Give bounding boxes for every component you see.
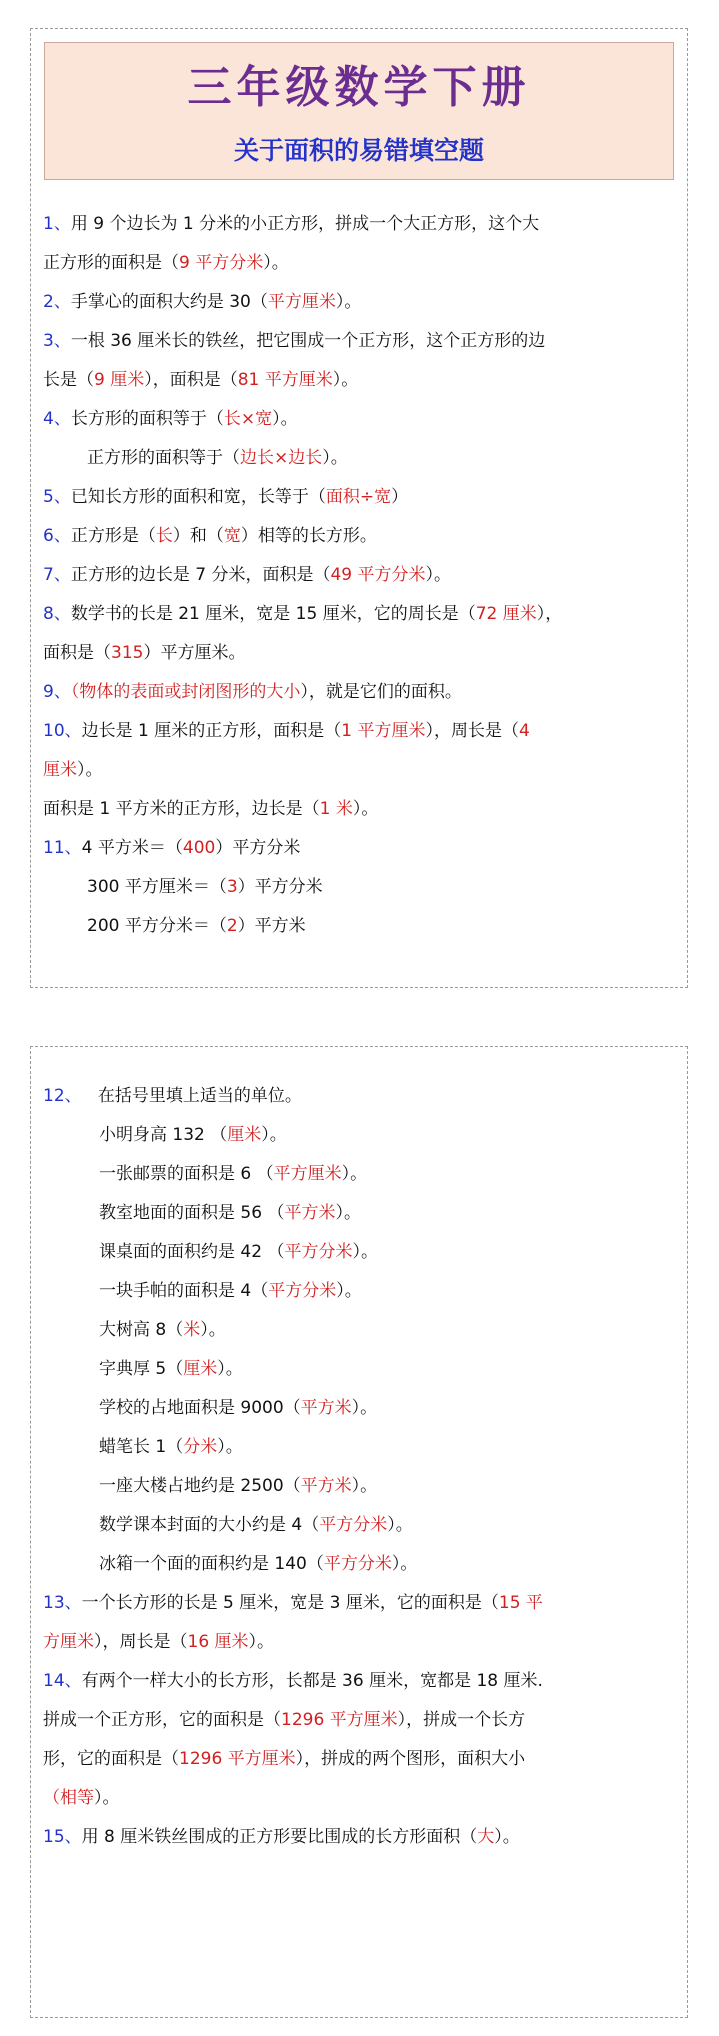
page-title: 三年级数学下册 (187, 62, 531, 113)
answer: 平方分米 (319, 1515, 388, 1535)
worksheet-card-1 (30, 28, 688, 988)
answer: 长 (155, 526, 173, 546)
question-12-item: 大树高 8（米）。 (99, 1320, 226, 1340)
answer: 面积÷宽 (325, 487, 392, 507)
question-1-line-2: 正方形的面积是（9 平方分米）。 (43, 253, 289, 273)
answer: 平方分米 (284, 1242, 353, 1262)
question-1: 1、用 9 个边长为 1 分米的小正方形，拼成一个大正方形，这个大 (43, 214, 540, 234)
answer: 4 (519, 721, 530, 741)
question-3-line-2: 长是（9 厘米），面积是（81 平方厘米）。 (43, 370, 359, 390)
question-6: 6、正方形是（长）和（宽）相等的长方形。 (43, 526, 377, 546)
answer: 平方分米 (268, 1281, 337, 1301)
answer: 边长×边长 (240, 448, 323, 468)
answer: 72 厘米 (475, 604, 537, 624)
question-12-item: 数学课本封面的大小约是 4（平方分米）。 (99, 1515, 413, 1535)
question-14-line-3: 形，它的面积是（1296 平方厘米），拼成的两个图形，面积大小 (43, 1749, 526, 1769)
question-12-item: 蜡笔长 1（分米）。 (99, 1437, 243, 1457)
answer: 9 平方分米 (179, 253, 264, 273)
answer: 米 (183, 1320, 201, 1340)
answer: 400 (182, 838, 216, 858)
answer: 平方分米 (323, 1554, 392, 1574)
answer: 平方厘米 (273, 1164, 342, 1184)
answer: 物体的表面或封闭图形的大小 (79, 682, 301, 702)
question-12-item: 教室地面的面积是 56 （平方米）。 (99, 1203, 361, 1223)
answer: 厘米 (183, 1359, 218, 1379)
answer: 1 米 (319, 799, 353, 819)
question-13-line-2: 方厘米），周长是（16 厘米）。 (43, 1632, 275, 1652)
question-12-item: 学校的占地面积是 9000（平方米）。 (99, 1398, 378, 1418)
answer: 81 平方厘米 (237, 370, 333, 390)
question-9: 9、（物体的表面或封闭图形的大小），就是它们的面积。 (43, 682, 462, 702)
answer: 3 (226, 877, 238, 897)
answer: 方厘米 (43, 1632, 94, 1652)
answer: 厘米 (43, 760, 77, 780)
worksheet-card-2 (30, 1046, 688, 2018)
answer: 15 平 (498, 1593, 543, 1613)
title-banner (44, 42, 674, 180)
question-14-line-4: （相等）。 (43, 1788, 120, 1808)
question-12: 12、 在括号里填上适当的单位。 (43, 1086, 302, 1106)
question-12-item: 一块手帕的面积是 4（平方分米）。 (99, 1281, 362, 1301)
question-12-item: 一座大楼占地约是 2500（平方米）。 (99, 1476, 378, 1496)
question-10-line-2: 厘米）。 (43, 760, 103, 780)
question-11: 11、4 平方米＝（400）平方分米 (43, 838, 301, 858)
question-12-item: 小明身高 132 （厘米）。 (99, 1125, 287, 1145)
answer: 1296 平方厘米 (179, 1749, 296, 1769)
question-10: 10、边长是 1 厘米的正方形，面积是（1 平方厘米），周长是（4 (43, 721, 530, 741)
answer: 平方米 (300, 1476, 352, 1496)
answer: 1296 平方厘米 (281, 1710, 398, 1730)
question-14: 14、有两个一样大小的长方形，长都是 36 厘米，宽都是 18 厘米. (43, 1671, 543, 1691)
question-12-item: 课桌面的面积约是 42 （平方分米）。 (99, 1242, 378, 1262)
answer: 9 厘米 (94, 370, 145, 390)
question-13: 13、一个长方形的长是 5 厘米，宽是 3 厘米，它的面积是（15 平 (43, 1593, 543, 1613)
question-14-line-2: 拼成一个正方形，它的面积是（1296 平方厘米），拼成一个长方 (43, 1710, 526, 1730)
answer: 分米 (183, 1437, 218, 1457)
answer: 1 平方厘米 (341, 721, 426, 741)
question-3: 3、一根 36 厘米长的铁丝，把它围成一个正方形，这个正方形的边 (43, 331, 546, 351)
question-8-line-2: 面积是（315）平方厘米。 (43, 643, 246, 663)
answer: 平方米 (300, 1398, 352, 1418)
questions-part-1 (43, 205, 679, 946)
answer: 宽 (223, 526, 241, 546)
question-15: 15、用 8 厘米铁丝围成的正方形要比围成的长方形面积（大）。 (43, 1827, 520, 1847)
question-2: 2、手掌心的面积大约是 30（平方厘米）。 (43, 292, 362, 312)
question-8: 8、数学书的长是 21 厘米，宽是 15 厘米，它的周长是（72 厘米）， (43, 604, 563, 624)
question-10-line-3: 面积是 1 平方米的正方形，边长是（1 米）。 (43, 799, 379, 819)
answer: 相等 (60, 1788, 94, 1808)
question-11-line-3: 200 平方分米＝（2）平方米 (87, 916, 306, 936)
answer: 平方厘米 (267, 292, 336, 312)
question-12-item: 一张邮票的面积是 6 （平方厘米）。 (99, 1164, 368, 1184)
question-5: 5、已知长方形的面积和宽，长等于（面积÷宽） (43, 487, 409, 507)
answer: 315 (111, 643, 144, 663)
answer: 16 厘米 (187, 1632, 249, 1652)
question-7: 7、正方形的边长是 7 分米，面积是（49 平方分米）。 (43, 565, 451, 585)
questions-part-2 (43, 1077, 679, 1857)
answer: 平方米 (284, 1203, 336, 1223)
question-12-item: 字典厚 5（厘米）。 (99, 1359, 243, 1379)
question-4-line-2: 正方形的面积等于（边长×边长）。 (87, 448, 348, 468)
answer: 厘米 (227, 1125, 262, 1145)
answer: 2 (226, 916, 238, 936)
question-11-line-2: 300 平方厘米＝（3）平方分米 (87, 877, 323, 897)
answer: 49 平方分米 (330, 565, 426, 585)
question-12-item: 冰箱一个面的面积约是 140（平方分米）。 (99, 1554, 418, 1574)
page-subtitle: 关于面积的易错填空题 (233, 136, 484, 165)
answer: 长×宽 (223, 409, 273, 429)
question-4: 4、长方形的面积等于（长×宽）。 (43, 409, 298, 429)
answer: 大 (477, 1827, 495, 1847)
